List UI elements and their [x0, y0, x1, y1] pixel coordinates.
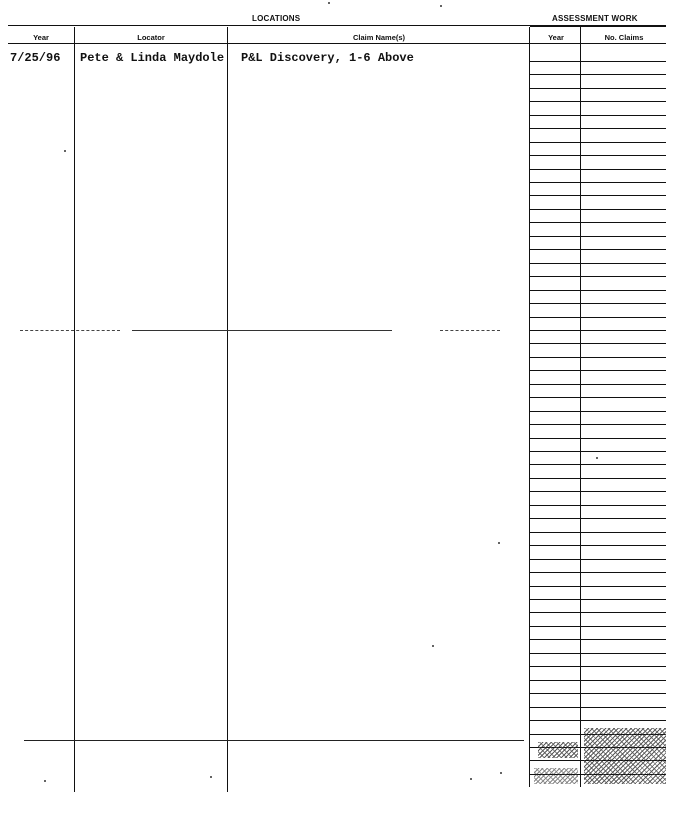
- assessment-year-column-header: Year: [548, 33, 564, 42]
- scan-artifact-rule: [440, 330, 500, 332]
- assessment-grid-row-line: [530, 101, 666, 102]
- assessment-grid-row-line: [530, 518, 666, 519]
- assessment-grid-row-line: [530, 209, 666, 210]
- scan-speck: [498, 542, 500, 544]
- assessment-grid-row-line: [530, 357, 666, 358]
- assessment-work-section-header: ASSESSMENT WORK: [552, 14, 638, 23]
- assessment-grid-row-line: [530, 290, 666, 291]
- column-header-rule: [8, 43, 666, 44]
- assessment-grid-row-line: [530, 263, 666, 264]
- no-claims-column-header: No. Claims: [604, 33, 644, 42]
- assessment-grid-row-line: [530, 222, 666, 223]
- assessment-grid-row-line: [530, 626, 666, 627]
- assessment-header-rule: [530, 26, 666, 27]
- assessment-grid-row-line: [530, 155, 666, 156]
- year-column-header: Year: [33, 33, 49, 42]
- assessment-grid-row-line: [530, 195, 666, 196]
- assessment-grid-row-line: [530, 720, 666, 721]
- assessment-grid-row-line: [530, 464, 666, 465]
- assessment-grid-row-line: [530, 115, 666, 116]
- entry-claim-names: P&L Discovery, 1-6 Above: [241, 51, 414, 65]
- assessment-grid-row-line: [530, 61, 666, 62]
- assessment-grid-row-line: [530, 451, 666, 452]
- assessment-grid-row-line: [530, 612, 666, 613]
- scan-speck: [596, 457, 598, 459]
- assessment-grid-row-line: [530, 438, 666, 439]
- assessment-grid-row-line: [530, 424, 666, 425]
- assessment-grid-row-line: [530, 532, 666, 533]
- entry-year: 7/25/96: [10, 51, 61, 65]
- assessment-grid-row-line: [530, 572, 666, 573]
- assessment-grid-row-line: [530, 586, 666, 587]
- entry-locator: Pete & Linda Maydole: [80, 51, 225, 65]
- assessment-grid-row-line: [530, 680, 666, 681]
- assessment-grid-row-line: [530, 559, 666, 560]
- assessment-grid-row-line: [530, 74, 666, 75]
- assessment-grid-row-line: [530, 276, 666, 277]
- scan-artifact-rule: [20, 330, 120, 332]
- assessment-grid-row-line: [530, 330, 666, 331]
- scan-speck: [432, 645, 434, 647]
- claim-assessment-divider: [529, 27, 530, 787]
- scan-artifact-rule: [24, 740, 524, 742]
- assessment-grid-row-line: [530, 478, 666, 479]
- scan-artifact-rule: [132, 330, 392, 332]
- scan-speck: [44, 780, 46, 782]
- assessment-grid-row-line: [530, 88, 666, 89]
- locator-claim-divider: [227, 27, 228, 792]
- assessment-grid-row-line: [530, 182, 666, 183]
- assessment-grid-row-line: [530, 599, 666, 600]
- scan-noise-patch: [534, 768, 578, 784]
- scan-noise-patch: [584, 728, 666, 784]
- scan-speck: [64, 150, 66, 152]
- assessment-year-claims-divider: [580, 27, 581, 787]
- assessment-grid-row-line: [530, 505, 666, 506]
- assessment-grid-row-line: [530, 317, 666, 318]
- assessment-grid-row-line: [530, 128, 666, 129]
- assessment-grid-row-line: [530, 236, 666, 237]
- assessment-grid-row-line: [530, 707, 666, 708]
- scan-speck: [470, 778, 472, 780]
- locations-section-header: LOCATIONS: [252, 14, 301, 23]
- scan-speck: [210, 776, 212, 778]
- year-locator-divider: [74, 27, 75, 792]
- assessment-grid-row-line: [530, 249, 666, 250]
- assessment-grid-row-line: [530, 303, 666, 304]
- assessment-grid-row-line: [530, 491, 666, 492]
- claim-names-column-header: Claim Name(s): [352, 33, 406, 42]
- assessment-grid-row-line: [530, 639, 666, 640]
- assessment-grid-row-line: [530, 411, 666, 412]
- assessment-grid-row-line: [530, 384, 666, 385]
- assessment-grid-row-line: [530, 397, 666, 398]
- assessment-grid-row-line: [530, 545, 666, 546]
- locator-column-header: Locator: [137, 33, 165, 42]
- scan-speck: [440, 5, 442, 7]
- assessment-grid-row-line: [530, 653, 666, 654]
- assessment-grid-row-line: [530, 693, 666, 694]
- scan-speck: [500, 772, 502, 774]
- assessment-grid-row-line: [530, 370, 666, 371]
- scan-speck: [328, 2, 330, 4]
- assessment-grid-row-line: [530, 142, 666, 143]
- assessment-grid-row-line: [530, 343, 666, 344]
- assessment-grid-row-line: [530, 169, 666, 170]
- scan-noise-patch: [538, 742, 578, 758]
- assessment-grid-row-line: [530, 666, 666, 667]
